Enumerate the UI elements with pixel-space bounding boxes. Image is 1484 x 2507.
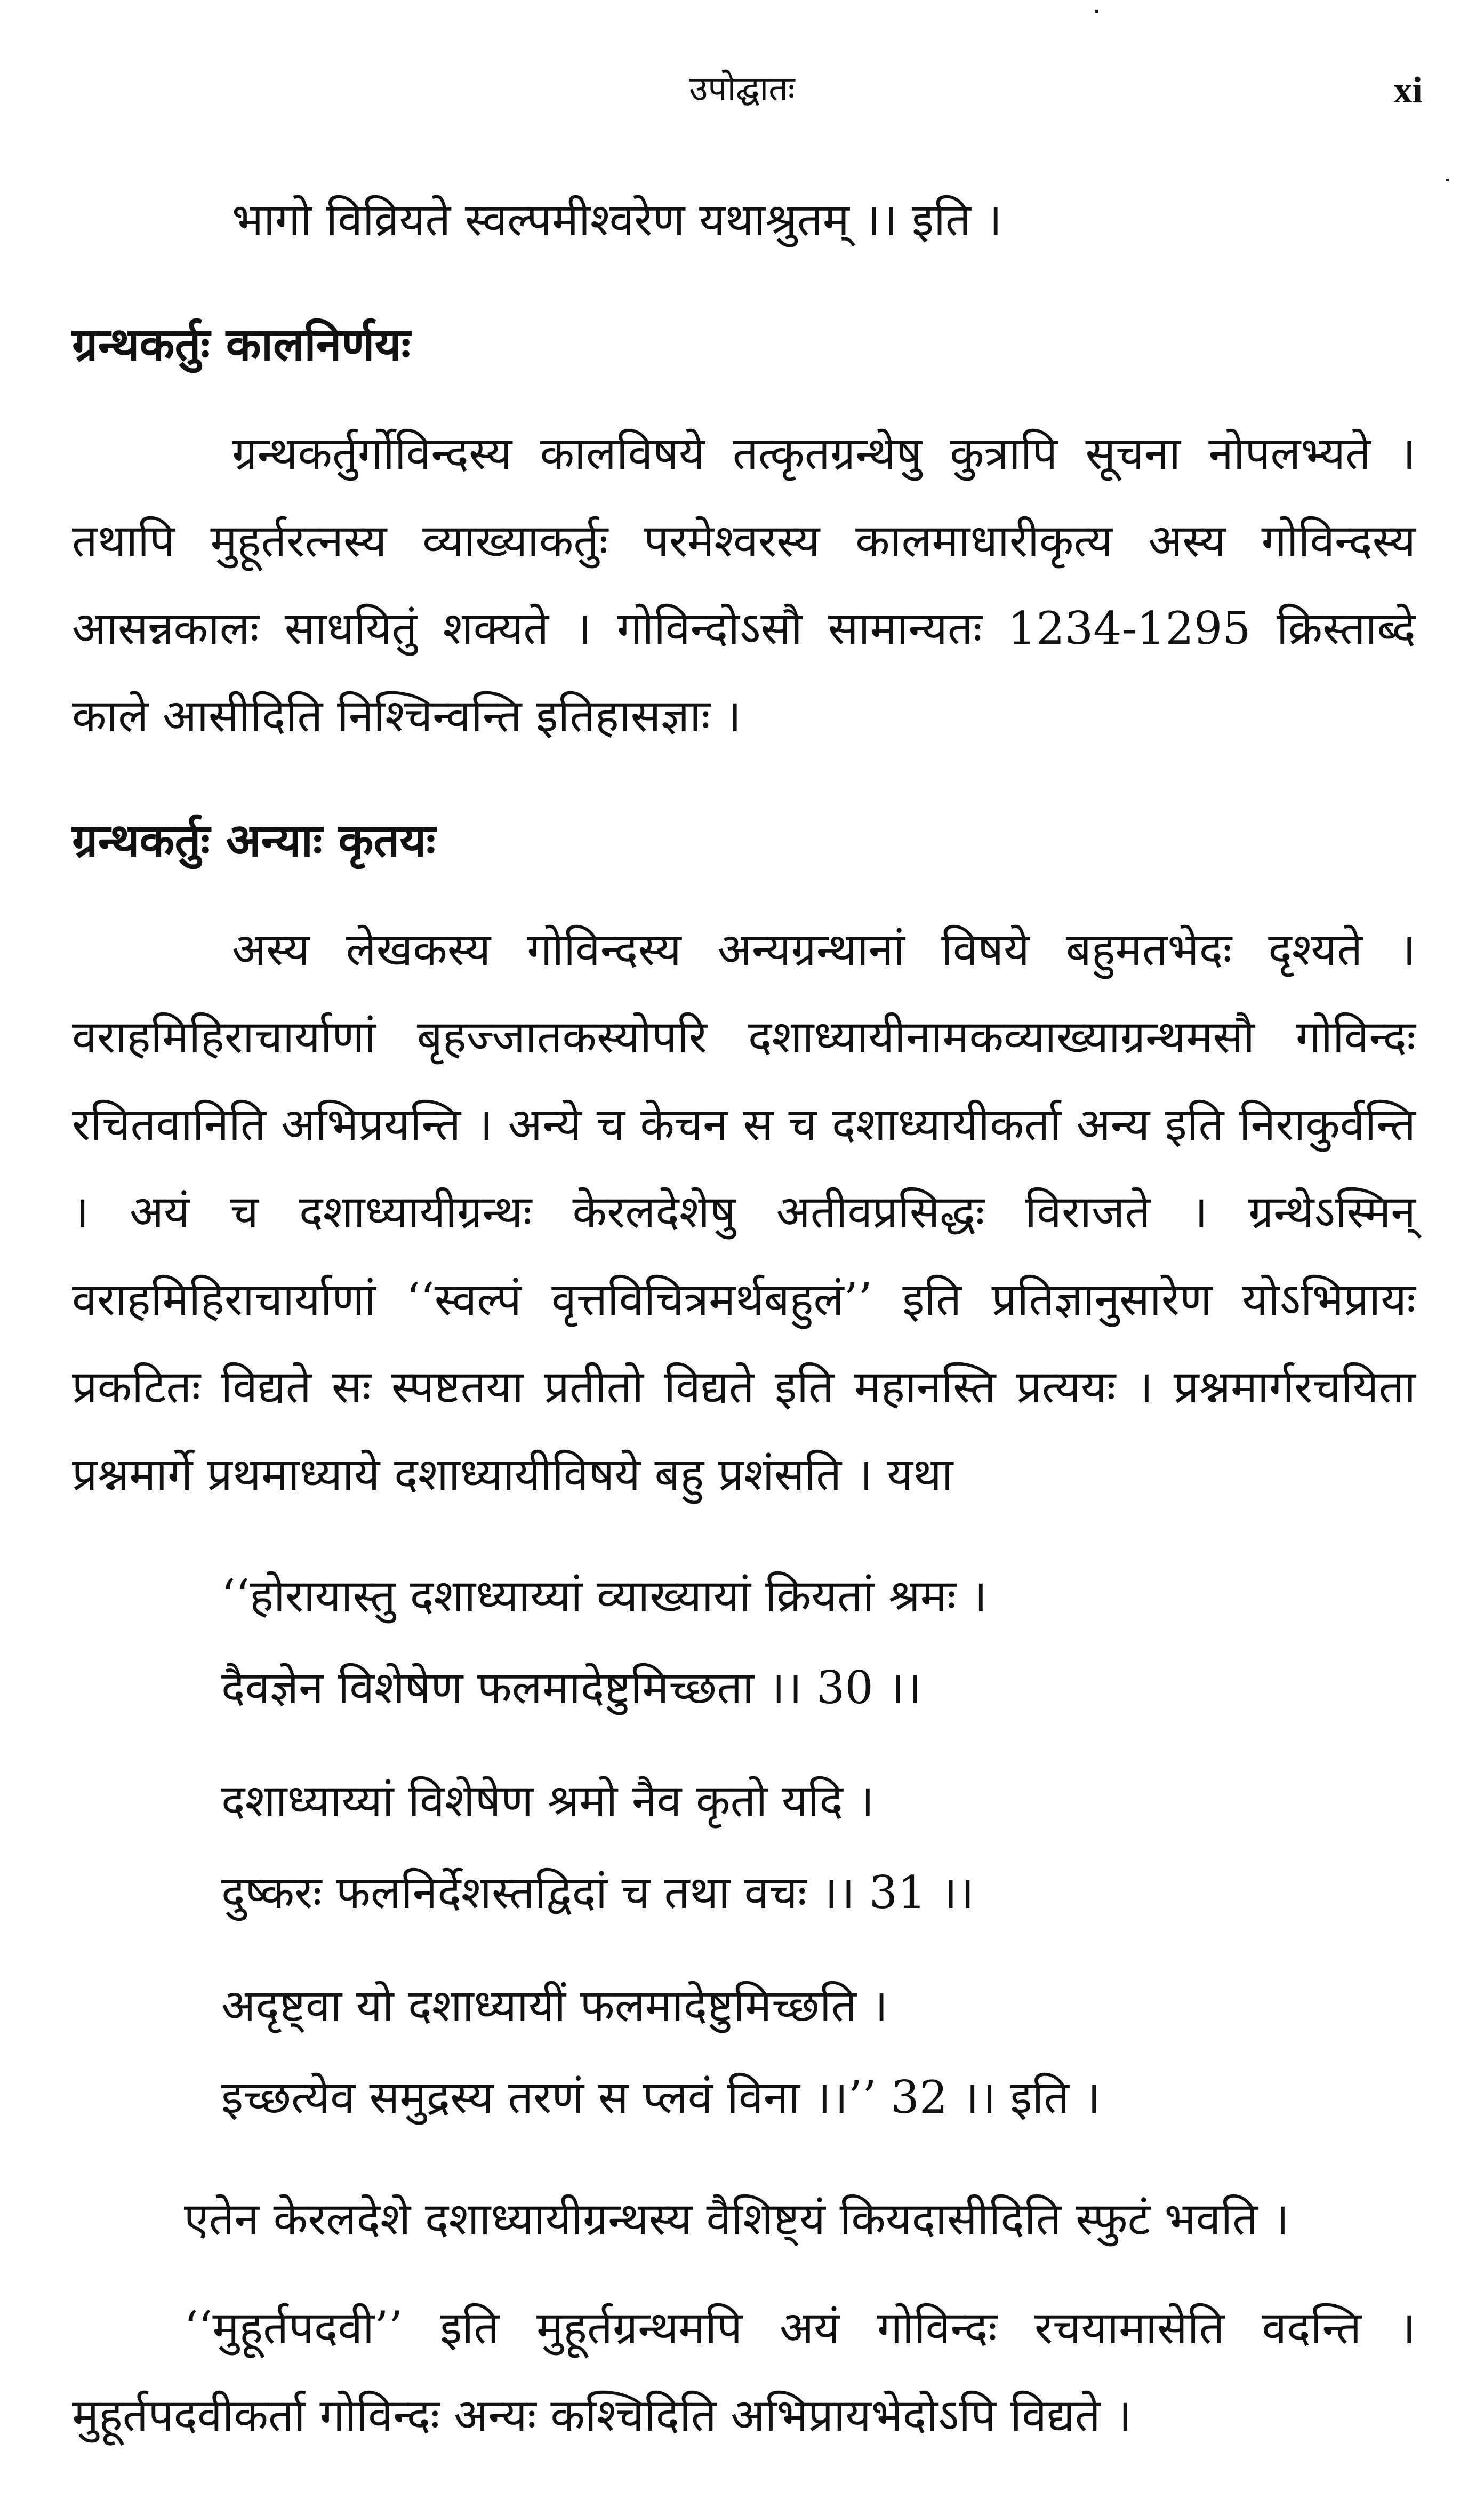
closing-paragraph: ‘‘मुहूर्तपदवी’’ इति मुहूर्तग्रन्थमपि अयं गोविन्दः रचयामासेति वदन्ति । मुहूर्तपदवीकर्ता गोविन्दः अन्यः कश्चिदिति अभिप्रायभेदोऽपि विद्यते ।: [72, 2302, 1416, 2441]
running-title: उपोद्घातः: [689, 69, 795, 109]
section-paragraph-date: ग्रन्थकर्तुर्गोविन्दस्य कालविषये तत्कृतग्रन्थेषु कुत्रापि सूचना नोपलभ्यते । तथापि मुहूर्तरत्नस्य व्याख्याकर्तुः परमेश्वरस्य कालमाधारीकृत्य अस्य गोविन्दस्य आसन्नकालः साधयितुं शक्यते । गोविन्दोऽसौ सामान्यतः 1234-1295 क्रिस्ताब्दे काले आसीदिति निश्चिन्वन्ति इतिहासज्ञाः ।: [72, 427, 1416, 742]
stanza-gap: [221, 1734, 1416, 1755]
page-number: xi: [1393, 70, 1423, 111]
section-heading-works: ग्रन्थकर्तुः अन्याः कृतयः: [72, 813, 436, 867]
verse-line: दैवज्ञेन विशेषेण फलमादेष्टुमिच्छता ।। 30 ।।: [221, 1662, 922, 1714]
opening-line: भागो विव्रियते स्वल्पमीश्वरेण यथाश्रुतम् ।। इति ।: [232, 194, 1002, 246]
verse-line: दुष्करः फलनिर्देशस्तद्विदां च तथा वचः ।। 31 ।।: [221, 1866, 975, 1919]
stanza-gap: [221, 1938, 1416, 1960]
page-body: [72, 176, 1416, 2459]
verse-line: दशाध्याय्यां विशेषेण श्रमो नैव कृतो यदि ।: [221, 1775, 875, 1827]
section-paragraph-works: अस्य लेखकस्य गोविन्दस्य अन्यग्रन्थानां विषये बहुमतभेदः दृश्यते । वराहमिहिराचार्याणां बृहज्जातकस्योपरि दशाध्यायीनामकव्याख्याग्रन्थमसौ गोविन्दः रचितवानिति अभिप्रयन्ति । अन्ये च केचन स च दशाध्यायीकर्ता अन्य इति निराकुर्वन्ति । अयं च दशाध्यायीग्रन्थः केरलदेशेषु अतीवप्रसिद्धः विराजते । ग्रन्थेऽस्मिन् वराहमिहिराचार्याणां ‘‘स्वल्पं वृत्तविचित्रमर्थबहुलं’’ इति प्रतिज्ञानुसारेण योऽभिप्रायः प्रकटितः विद्यते सः स्पष्टतया प्रतीतो विद्यते इति महानस्ति प्रत्ययः । प्रश्नमार्गरचयिता प्रश्नमार्गे प्रथमाध्याये दशाध्यायीविषये बहु प्रशंसति । यथा: [72, 923, 1416, 1500]
print-speck: [1446, 179, 1449, 181]
print-speck: [1095, 10, 1098, 13]
verse-line: अदृष्ट्वा यो दशाध्यायीं फलमादेष्टुमिच्छति ।: [221, 1979, 888, 2032]
verse-quotation: [221, 1550, 1416, 2143]
after-verses-paragraph: एतेन केरलदेशे दशाध्यायीग्रन्थस्य वैशिष्ट्यं कियदासीदिति स्फुटं भवति ।: [184, 2193, 1289, 2245]
verse-line: इच्छत्येव समुद्रस्य तरणं स प्लवं विना ।।’’ 32 ।। इति ।: [221, 2071, 1101, 2123]
verse-line: ‘‘होरायास्तु दशाध्याय्यां व्याख्यायां क्रियतां श्रमः ।: [221, 1570, 988, 1622]
section-heading-date: ग्रन्थकर्तुः कालनिर्णयः: [72, 317, 411, 371]
